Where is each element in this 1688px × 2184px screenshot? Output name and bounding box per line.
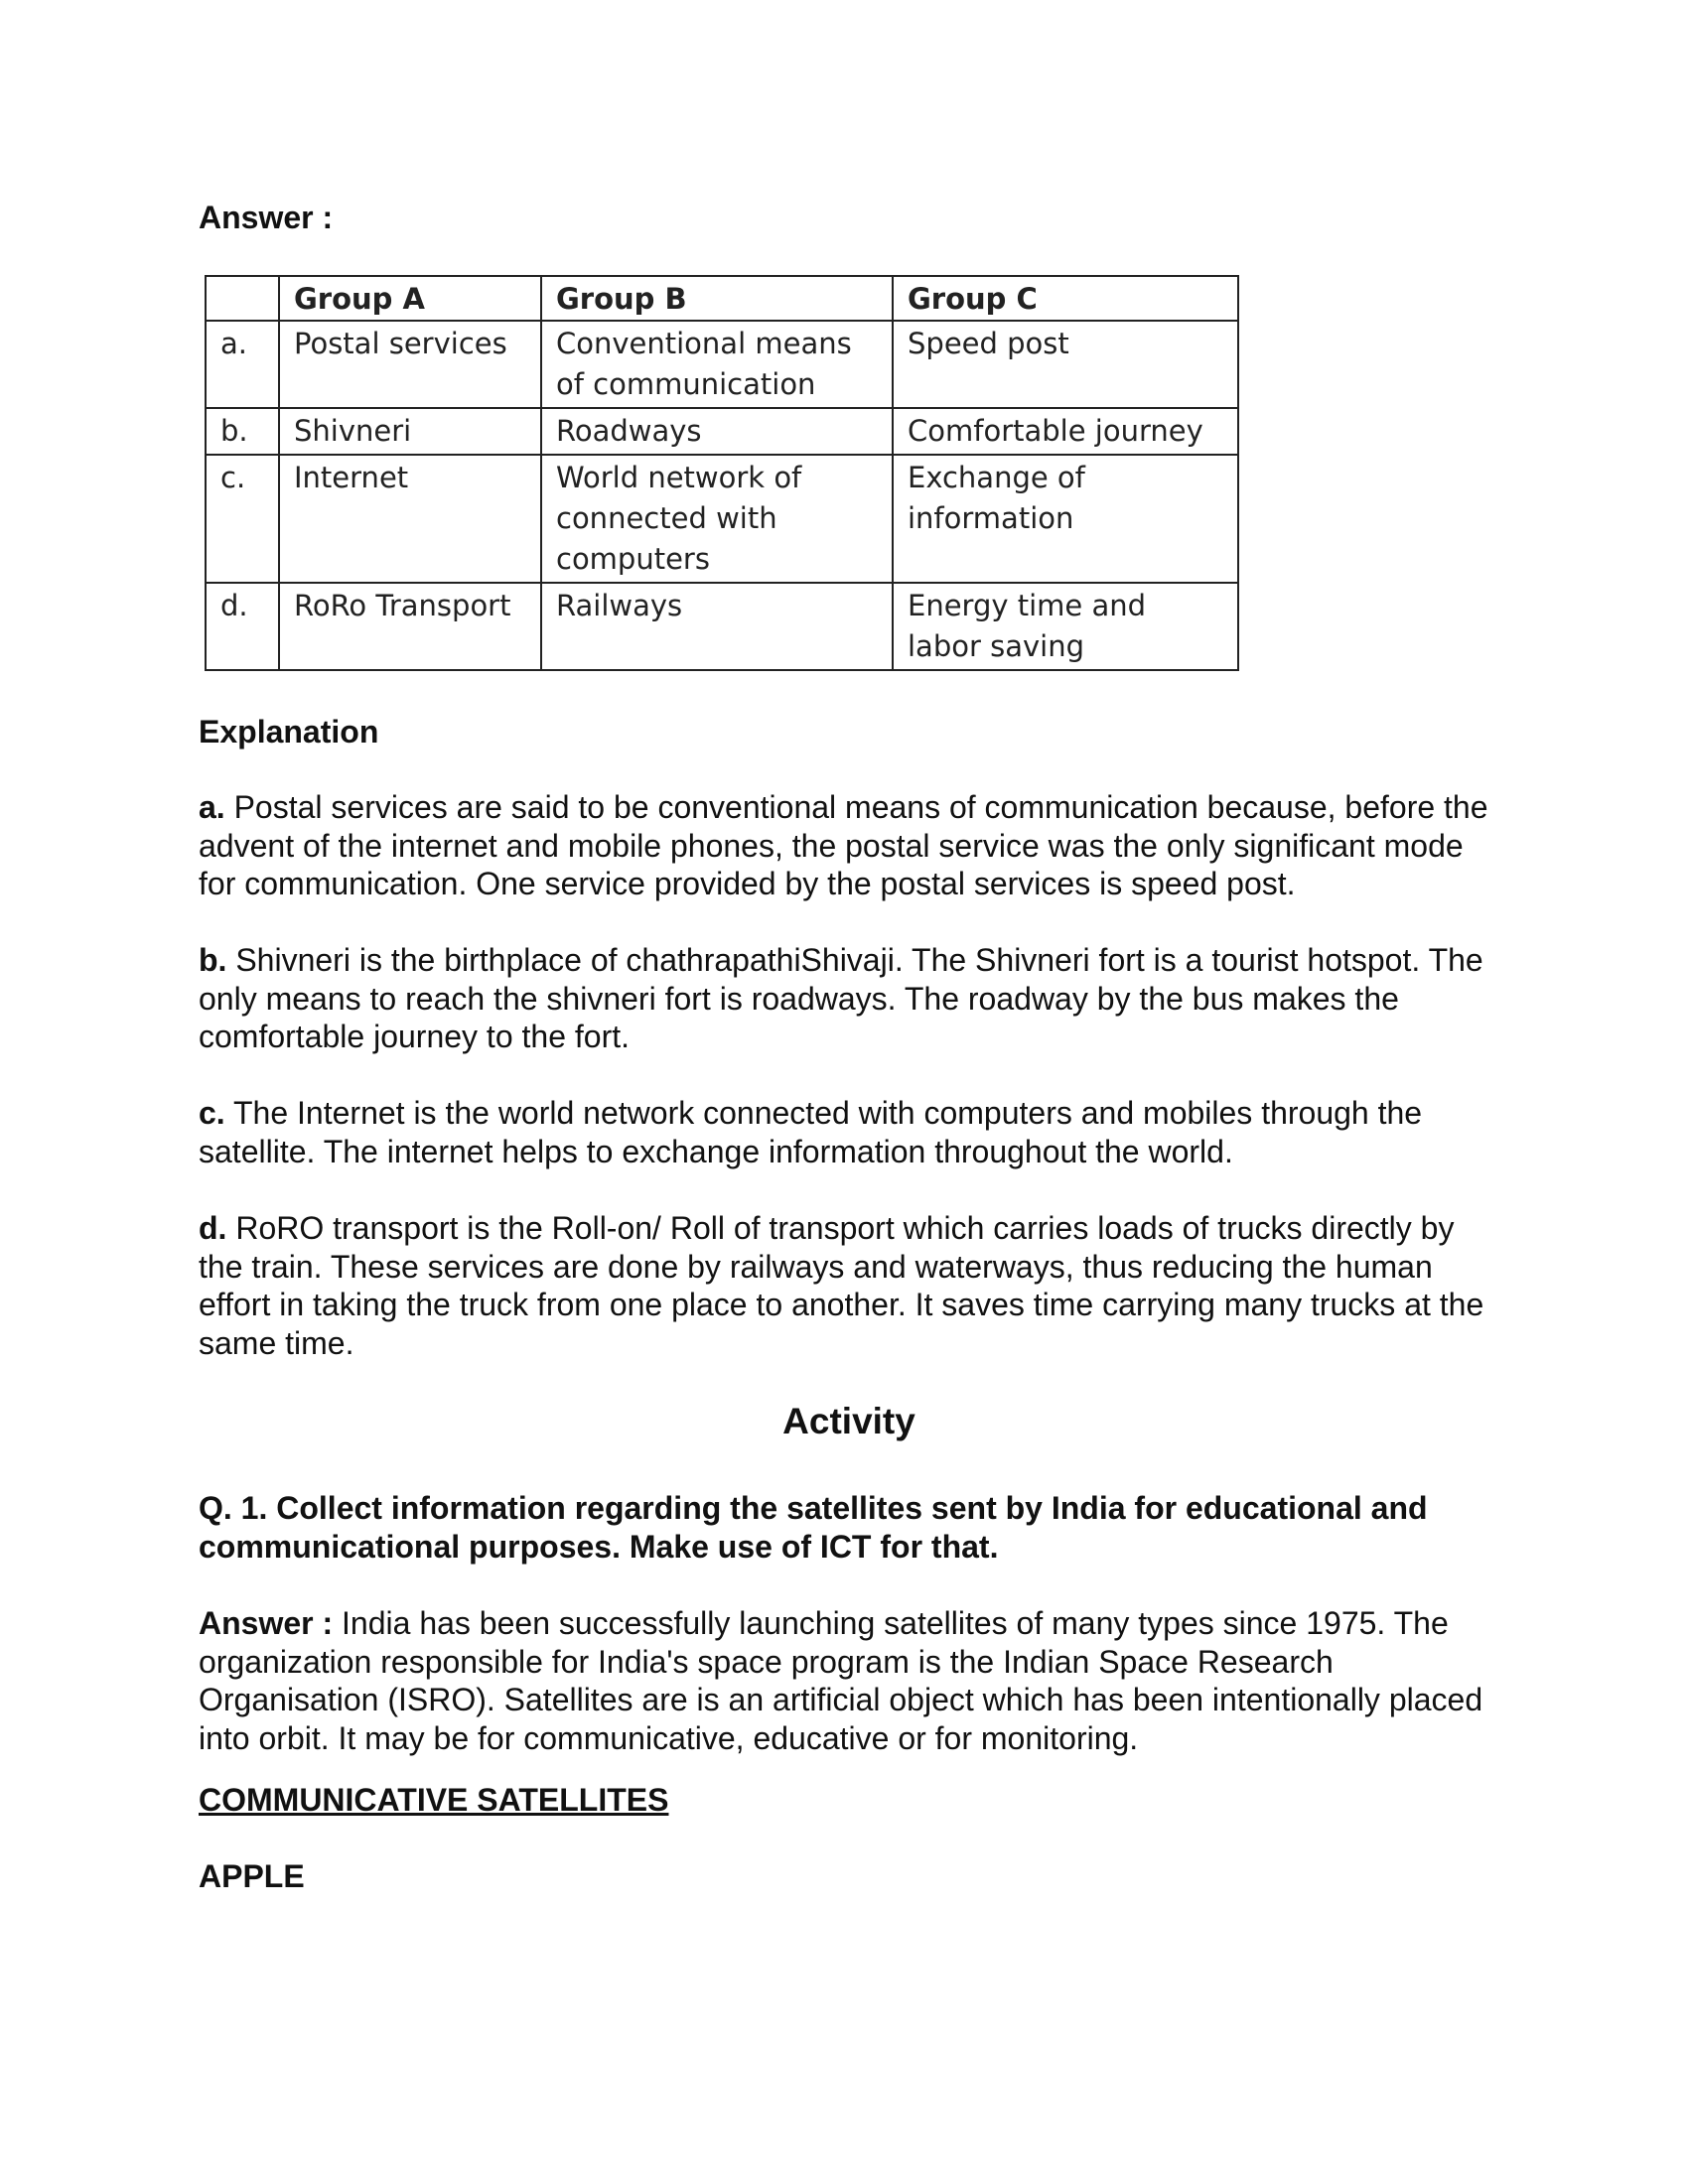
paragraph-text: The Internet is the world network connected with computers and mobiles through the satellite. The internet helps to exchange information throughout the world.: [199, 1095, 1423, 1169]
row-label: c.: [206, 455, 279, 583]
explanation-paragraph-d: [199, 1209, 1499, 1362]
answer-label: Answer :: [199, 1605, 334, 1641]
cell-group-c: Speed post: [893, 321, 1238, 408]
explanation-heading: Explanation: [199, 714, 379, 750]
table-row: [206, 583, 1238, 670]
explanation-paragraph-c: [199, 1094, 1499, 1170]
cell-group-a: Shivneri: [279, 408, 541, 455]
table-row: [206, 321, 1238, 408]
cell-group-c: Comfortable journey: [893, 408, 1238, 455]
cell-group-b: Roadways: [541, 408, 893, 455]
explanation-paragraph-a: [199, 788, 1499, 903]
cell-group-b: Railways: [541, 583, 893, 670]
paragraph-text: Shivneri is the birthplace of chathrapathiShivaji. The Shivneri fort is a tourist hotspot. The only means to reach the shivneri fort is roadways. The roadway by the bus makes the comfortable journey to the fort.: [199, 942, 1483, 1054]
apple-heading: APPLE: [199, 1858, 305, 1894]
cell-group-b: Conventional means of communication: [541, 321, 893, 408]
row-label: b.: [206, 408, 279, 455]
row-label: a.: [206, 321, 279, 408]
table-header-group-b: Group B: [541, 276, 893, 321]
table-row: [206, 408, 1238, 455]
activity-answer-paragraph: [199, 1604, 1499, 1757]
row-label: d.: [206, 583, 279, 670]
cell-group-c: Energy time and labor saving: [893, 583, 1238, 670]
cell-group-c: Exchange of information: [893, 455, 1238, 583]
table-header-group-c: Group C: [893, 276, 1238, 321]
answer-table: [205, 275, 1239, 671]
cell-group-a: Postal services: [279, 321, 541, 408]
cell-group-a: Internet: [279, 455, 541, 583]
paragraph-label: c.: [199, 1095, 225, 1131]
paragraph-text: Postal services are said to be conventional means of communication because, before the advent of the internet and mobile phones, the postal service was the only significant mode for communication. One service provided by the postal services is speed post.: [199, 789, 1488, 901]
answer-heading: Answer :: [199, 200, 334, 235]
activity-heading: Activity: [782, 1401, 915, 1441]
paragraph-text: RoRO transport is the Roll-on/ Roll of transport which carries loads of trucks directly by the train. These services are done by railways and waterways, thus reducing the human effort in taking the truck from one place to another. It saves time carrying many trucks at the same time.: [199, 1210, 1484, 1361]
table-header-index: [206, 276, 279, 321]
table-header-row: [206, 276, 1238, 321]
paragraph-label: d.: [199, 1210, 227, 1246]
cell-group-a: RoRo Transport: [279, 583, 541, 670]
question-text: Q. 1. Collect information regarding the satellites sent by India for educational and communicational purposes. Make use of ICT for that.: [199, 1490, 1428, 1565]
explanation-paragraph-b: [199, 941, 1499, 1056]
communicative-satellites-heading: COMMUNICATIVE SATELLITES: [199, 1782, 669, 1818]
paragraph-label: b.: [199, 942, 227, 978]
cell-group-b: World network of connected with computers: [541, 455, 893, 583]
table-row: [206, 455, 1238, 583]
answer-text: India has been successfully launching satellites of many types since 1975. The organization responsible for India's space program is the Indian Space Research Organisation (ISRO). Satellites are is an artificial object which has been intentionally placed into orbit. It may be for communicative, educative or for monitoring.: [199, 1605, 1483, 1756]
table-header-group-a: Group A: [279, 276, 541, 321]
paragraph-label: a.: [199, 789, 225, 825]
